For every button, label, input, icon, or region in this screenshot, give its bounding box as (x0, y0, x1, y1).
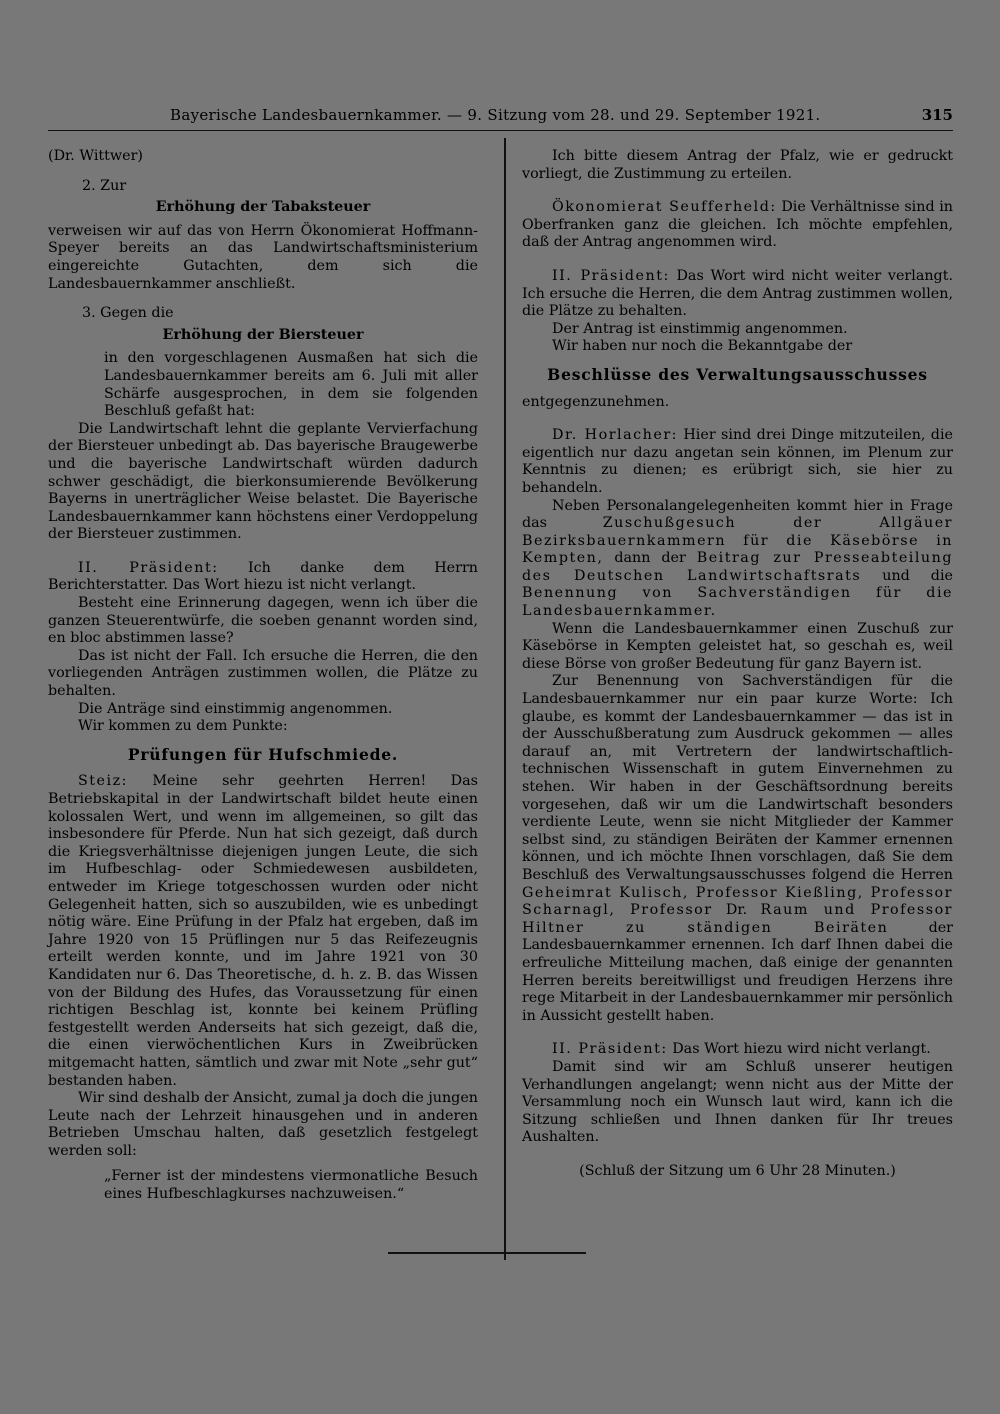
paragraph-r8 (522, 498, 953, 621)
item-2-heading: Erhöhung der Tabaksteuer (155, 199, 371, 216)
page-number: 315 (921, 106, 953, 124)
speech-text: Meine sehr geehrten Herren! Das Betriebskapital in der Landwirtschaft bildet heute einen kolossalen Wert, und wenn im allgemeinen, so gilt das insbesondere für Pferde. Nun hat sich gezeigt, daß durch die Kriegsverhältnisse diejenigen jungen Leute, die sich im Hufbeschlag- oder Schmiedewesen ausbildeten, entweder im Kriege totgeschossen wurden oder nicht Gelegenheit hatten, sich so auszubilden, wie es unbedingt nötig wäre. Eine Prüfung in der Pfalz hat ergeben, daß im Jahre 1920 von 15 Prüflingen nur 5 das Reifezeugnis erteilt werden konnte, und im Jahre 1921 von 30 Kandidaten nur 6. Das Theoretische, d. h. z. B. das Wissen von der Bildung des Hufes, das Voraussetzung für einen richtigen Beschlag ist, konnte bei keinem Prüfling festgestellt werden Anderseits hat sich gezeigt, daß die, die einen vierwöchentlichen Kurs in Zweibrücken mitgemacht hatten, sämtlich und zwar mit Note „sehr gut“ bestanden haben. (48, 773, 478, 1089)
item-2-intro: 2. Zur (82, 177, 127, 194)
emphasized-text: Raum und Professor Hiltner zu ständigen Beiräten (522, 902, 954, 936)
emphasized-text: Beitrag zur Presseabteilung des Deutschen Landwirtschaftsrats (522, 550, 953, 584)
paragraph-steiz (48, 773, 478, 1090)
speaker-name: Steiz: (78, 773, 128, 790)
text-run: Dr. (725, 902, 748, 919)
paragraph-r4: Der Antrag ist einstimmig angenommen. (552, 320, 848, 337)
speech-text: Ich danke dem Herrn Berichterstatter. Das Wort hiezu ist nicht verlangt. (48, 559, 479, 594)
speaker-name: II. Präsident: (552, 267, 670, 284)
paragraph-r5: Wir haben nur noch die Bekanntgabe der (552, 338, 853, 355)
paragraph-president-1 (48, 560, 478, 595)
speech-text: Das Wort hiezu wird nicht verlangt. (672, 1041, 931, 1058)
right-column (522, 148, 953, 1180)
item-3-intro: 3. Gegen die (82, 305, 174, 322)
speaker-name: II. Präsident: (78, 559, 219, 576)
item-3-text: in den vorgeschlagenen Ausmaßen hat sich die Landesbauernkammer bereits am 6. Juli mit aller Schärfe ausgesprochen, in dem sie folgenden Beschluß gefaßt hat: (104, 350, 478, 420)
text-run: Neben Personalangelegenheiten kommt hier in Frage das (522, 497, 953, 532)
paragraph-seufferheld (522, 199, 953, 252)
paragraph-5: Wir kommen zu dem Punkte: (78, 718, 288, 735)
text-run: dann der (614, 550, 686, 567)
header-title: Bayerische Landesbauernkammer. — 9. Sitzung vom 28. und 29. September 1921. (170, 106, 821, 124)
emphasized-text: Zuschußgesuch der Allgäuer Bezirksbauernkammern für die Käsebörse in Kempten, (522, 515, 953, 567)
running-header (48, 106, 953, 131)
text-run: der Landesbauernkammer ernennen. Ich darf Ihnen dabei die erfreuliche Mitteilung machen, daß einige der genannten Herren bereits bereitwilligst und freudigen Herzens ihre rege Mitarbeit in der Landesbauernkammer mir persönlich in Aussicht gestellt haben. (522, 919, 954, 1024)
paragraph-3: Das ist nicht der Fall. Ich ersuche die Herren, die den vorliegenden Anträgen zustimmen wollen, die Plätze zu behalten. (48, 647, 478, 700)
speech-text: Hier sind drei Dinge mitzuteilen, die eigentlich nur dazu angetan sein können, im Plenum zur Kenntnis zu dienen; es erübrigt sich, sie hier zu behandeln. (522, 427, 953, 496)
paragraph-6: Wir sind deshalb der Ansicht, zumal ja doch die jungen Leute nach der Lehrzeit hinausgehen und in anderen Betrieben Umschau halten, daß gesetzlich festgelegt werden soll: (48, 1090, 478, 1159)
paragraph-president-2 (522, 268, 953, 321)
speech-text: Die Verhältnisse sind in Oberfranken ganz die gleichen. Ich möchte empfehlen, daß der Antrag angenommen wird. (522, 199, 953, 251)
speaker-name: Dr. Horlacher: (552, 427, 678, 444)
paragraph-horlacher (522, 427, 953, 497)
item-2-text: verweisen wir auf das von Herrn Ökonomierat Hoffmann-Speyer bereits an das Landwirtschaftsministerium eingereichte Gutachten, dem sich die Landesbauernkammer anschließt. (48, 222, 478, 292)
speaker-name: II. Präsident: (552, 1041, 668, 1058)
speaker-name: Ökonomierat Seufferheld: (552, 199, 777, 216)
paragraph-4: Die Anträge sind einstimmig angenommen. (78, 700, 393, 717)
paragraph-r10 (522, 673, 953, 1025)
speaker-reference: (Dr. Wittwer) (48, 148, 144, 164)
session-closing-note: (Schluß der Sitzung um 6 Uhr 28 Minuten.) (579, 1162, 896, 1179)
quoted-amendment: „Ferner ist der mindestens viermonatliche Besuch eines Hufbeschlagkurses nachzuweisen.“ (104, 1168, 478, 1203)
paragraph-r12: Damit sind wir am Schluß unserer heutigen Verhandlungen angelangt; wenn nicht aus der Mitte der Versammlung noch ein Wunsch laut wird, kann ich die Sitzung schließen und Ihnen danken für Ihr treues Aushalten. (522, 1058, 953, 1146)
end-rule (388, 1252, 586, 1254)
left-column (48, 148, 478, 1204)
column-divider (504, 138, 506, 1260)
text-run: Zur Benennung von Sachverständigen für die Landesbauernkammer nur ein paar kurze Worte: Ich glaube, es kommt der Landesbauernkammer — das ist in der Ausschußberatung zum Ausdruck gekommen — alles darauf an, mit Vertretern der landwirtschaftlich-technischen Wissenschaft in gutem Einvernehmen zu stehen. Wir haben in der Geschäftsordnung bereits vorgesehen, daß wir um die Landwirtschaft besonders verdiente Leute, wenn sie nicht Mitglieder der Kammer selbst sind, zu ständigen Beiräten der Kammer ernennen können, und ich möchte Ihnen vorschlagen, daß Sie dem Beschluß des Verwaltungsausschusses folgend die Herren (522, 673, 953, 883)
section-heading-hufschmiede: Prüfungen für Hufschmiede. (127, 744, 399, 764)
emphasized-text: Geheimrat Kulisch, Professor Kießling, Professor Scharnagl, Professor (522, 884, 953, 919)
paragraph-r9: Wenn die Landesbauernkammer einen Zuschuß zur Käsebörse in Kempten geleistet hat, so geschah es, weil diese Börse von großer Bedeutung für ganz Bayern ist. (522, 620, 953, 672)
paragraph-r1: Ich bitte diesem Antrag der Pfalz, wie er gedruckt vorliegt, die Zustimmung zu erteilen. (522, 148, 953, 182)
text-run: und die (882, 567, 953, 584)
paragraph-president-3 (522, 1041, 953, 1059)
item-3-heading: Erhöhung der Biersteuer (162, 326, 364, 343)
section-heading-verwaltungsausschuss: Beschlüsse des Verwaltungsausschusses (547, 364, 928, 384)
speech-text: Das Wort wird nicht weiter verlangt. Ich ersuche die Herren, die dem Antrag zustimmen wollen, die Plätze zu behalten. (522, 267, 953, 320)
paragraph-r6: entgegenzunehmen. (522, 393, 670, 410)
resolution-text: Die Landwirtschaft lehnt die geplante Vervierfachung der Biersteuer unbedingt ab. Das bayerische Braugewerbe und die bayerische Landwirtschaft würden dadurch schwer geschädigt, die bierkonsumierende Bevölkerung Bayerns in unerträglicher Weise belastet. Die Bayerische Landesbauernkammer kann höchstens einer Verdoppelung der Biersteuer zustimmen. (48, 420, 478, 543)
paragraph-2: Besteht eine Erinnerung dagegen, wenn ich über die ganzen Steuerentwürfe, die soeben genannt worden sind, en bloc abstimmen lasse? (48, 595, 478, 647)
emphasized-text: Benennung von Sachverständigen für die Landesbauernkammer. (522, 585, 953, 620)
